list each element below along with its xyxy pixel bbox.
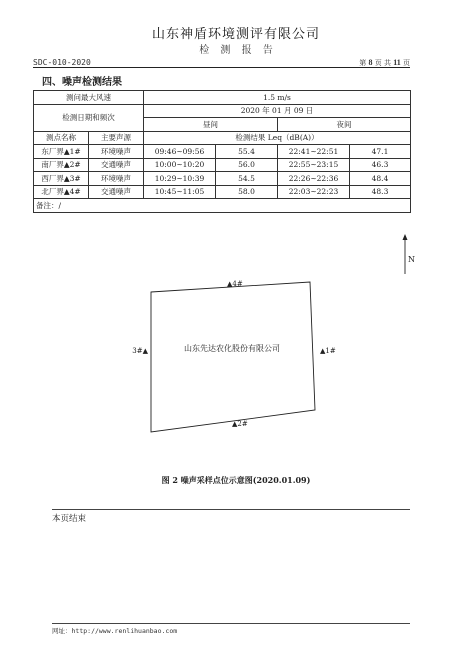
night-value: 48.4 [350,172,411,186]
day-value: 55.4 [216,145,278,159]
figure-caption: 图 2 噪声采样点位示意图(2020.01.09) [161,475,311,485]
night-time: 22:26~22:36 [278,172,350,186]
remark-row [34,199,411,213]
night-value: 46.3 [350,158,411,172]
date-row [34,104,411,118]
day-value: 56.0 [216,158,278,172]
point-2-marker: ▲2# [232,420,248,428]
day-label: 昼间 [144,118,278,132]
page-prefix: 第 [359,59,367,67]
date-value: 2020 年 01 月 09 日 [144,104,411,118]
page-mid: 页 共 [374,59,391,67]
day-time: 10:45~11:05 [144,185,216,199]
main-source: 环境噪声 [89,145,144,159]
page-suffix: 页 [403,59,410,67]
night-label: 夜间 [278,118,411,132]
site-boundary [151,282,315,432]
page-total: 11 [393,58,401,67]
footer-website: 网址：http://www.renlihuanbao.com [52,627,178,635]
day-time: 10:00~10:20 [144,158,216,172]
day-value: 58.0 [216,185,278,199]
section-title: 四、噪声检测结果 [42,77,122,88]
north-label: N [408,255,415,264]
company-name: 山东神盾环境测评有限公司 [151,27,320,42]
day-value: 54.5 [216,172,278,186]
night-value: 48.3 [350,185,411,199]
point-1-marker: ▲1# [320,347,336,355]
col-source: 主要声源 [89,131,144,145]
page-number: 8 [368,58,373,67]
table-row [34,185,411,199]
point-name: 南厂界▲2# [34,158,89,172]
point-name: 北厂界▲4# [34,185,89,199]
main-source: 交通噪声 [89,185,144,199]
header-divider [33,67,410,68]
col-result: 检测结果 Leq（dB(A)） [144,131,411,145]
point-4-marker: ▲4# [227,280,243,288]
night-time: 22:41~22:51 [278,145,350,159]
footer-divider [52,623,410,624]
night-time: 22:03~22:23 [278,185,350,199]
noise-results-table [33,90,411,213]
table-row [34,158,411,172]
table-row [34,145,411,159]
table-row [34,172,411,186]
wind-label: 测问最大风速 [34,91,144,105]
wind-value: 1.5 m/s [144,91,411,105]
date-label: 检测日期和频次 [34,104,144,131]
night-time: 22:55~23:15 [278,158,350,172]
site-name: 山东先达农化股份有限公司 [184,344,280,353]
sampling-site-map [120,280,340,440]
point-name: 东厂界▲1# [34,145,89,159]
night-value: 47.1 [350,145,411,159]
wind-row [34,91,411,105]
document-number: SDC-010-2020 [33,58,91,67]
north-arrow-icon [400,234,416,274]
end-note: 本页结束 [52,514,87,524]
col-point: 测点名称 [34,131,89,145]
day-time: 10:29~10:39 [144,172,216,186]
point-3-marker: 3#▲ [132,347,148,355]
main-source: 交通噪声 [89,158,144,172]
point-name: 西厂界▲3# [34,172,89,186]
main-source: 环境噪声 [89,172,144,186]
column-header-row [34,131,411,145]
remark: 备注：/ [34,199,411,213]
report-subtitle: 检 测 报 告 [199,45,273,56]
day-time: 09:46~09:56 [144,145,216,159]
end-divider [52,509,410,510]
